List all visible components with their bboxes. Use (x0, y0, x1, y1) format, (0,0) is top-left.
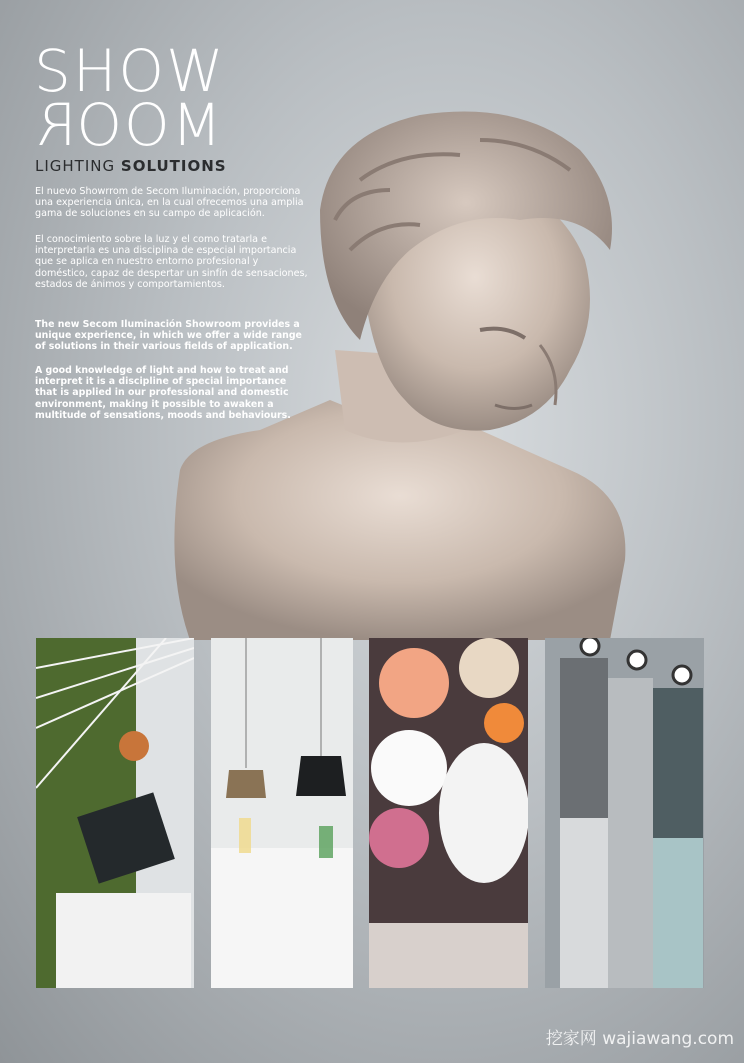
photo-pendant-lamps (211, 638, 353, 988)
title-line-1: SHOW (34, 37, 226, 105)
spanish-paragraph-2: El conocimiento sobre la luz y el como tratarla e interpretarla es una disciplina de especial importancia que se aplica en nuestro entorno profesional y doméstico, capaz de despertar un sinfín de sensaciones, estados de ánimos y comportamientos. (35, 234, 308, 290)
subtitle-light: LIGHTING (35, 157, 121, 175)
english-paragraph-2: A good knowledge of light and how to treat and interpret it is a discipline of special importance that is applied in our professional and domestic environment, making it possible to awaken a multitude of sensations, moods and behaviours. (35, 365, 291, 421)
photo-floodlight (36, 638, 194, 988)
photo-wall-panels (545, 638, 704, 988)
spanish-paragraph-1: El nuevo Showrrom de Secom Iluminación, proporciona una experiencia única, en la cual ofrecemos una amplia gama de soluciones en su campo de aplicación. (35, 186, 304, 220)
subtitle (35, 157, 227, 175)
title-line-2: ROOM (34, 91, 224, 159)
showroom-title (34, 37, 226, 159)
photo-flower-statue (369, 638, 528, 988)
title-flipped-letter: R (34, 91, 77, 159)
watermark: 挖家网 wajiawang.com (545, 1029, 734, 1049)
subtitle-bold: SOLUTIONS (120, 157, 227, 175)
english-paragraph-1: The new Secom Iluminación Showroom provides a unique experience, in which we offer a wide range of solutions in their various fields of application. (35, 319, 302, 353)
